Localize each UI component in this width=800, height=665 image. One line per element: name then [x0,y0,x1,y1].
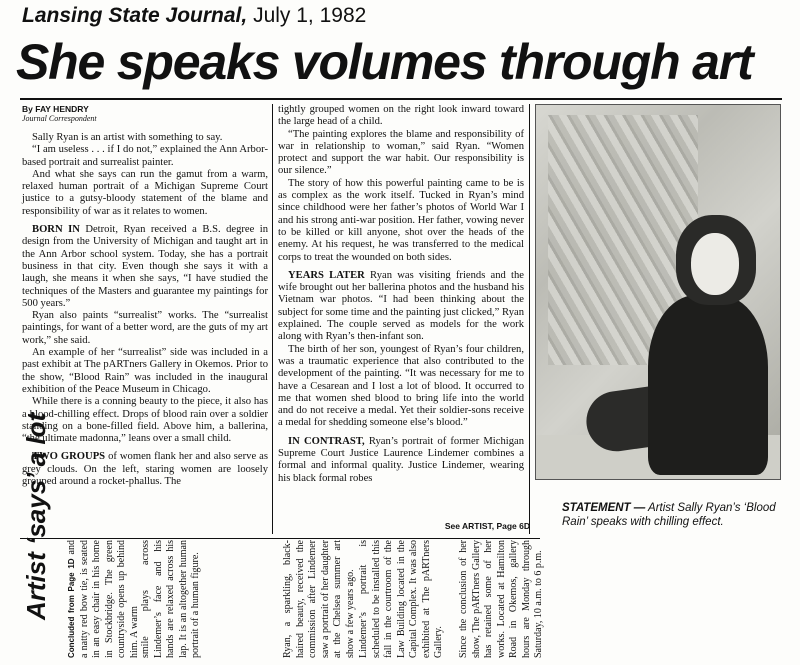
paragraph: “I am useless . . . if I do not,” explained the Ann Arbor-based portrait and surrealist painter. [22,144,268,168]
publication-date: July 1, 1982 [253,4,367,27]
photo-caption: STATEMENT — Artist Sally Ryan’s ‘Blood Rain’ speaks with chilling effect. [562,502,776,528]
paragraph: The story of how this powerful painting came to be is as complex as the work itself. Tucked in Ryan’s mind since childhood were her father’s photos of World War I and his strong anti-war position. Her father, vowing never to be killed or kill anyone, shot over the heads of the enemy. At his request, he was transferred to the medical corps to treat the wounded on both sides. [278,177,524,263]
headline-rule [20,98,782,100]
subhead-lead: TWO GROUPS [32,451,106,463]
paragraph: And what she says can run the gamut from a warm, relaxed human portrait of a Michigan Supreme Court justice to a gutsy-bloody statement of the blame and responsibility of war as it relates to women. [22,168,268,217]
continuation-column: Concluded from Page 1D and a natty red bow tie, is seated in an easy chair in his home in Stockbridge. The green countryside opens up behind him. A warm [66,539,140,658]
jump-from-label: Concluded from Page 1D [67,558,76,658]
paragraph: Ryan also paints “surrealist” works. The “surrealist paintings, for want of a better word, are the guts of my art work,” she said. [22,310,268,346]
continuation-column: Lindemer’s portrait is scheduled to be installed this fall in the courtroom of the Law Building located in the Capital Complex. It was also exhibited at The pARTners Gallery. [358,540,444,658]
paragraph: tightly grouped women on the right look inward toward the large head of a child. [278,104,524,128]
column-divider-2 [529,104,530,534]
paragraph: The birth of her son, youngest of Ryan’s four children, was a traumatic experience that also contributed to the development of the painting. “It was necessary for me to have a Cesarean and I lost a lot of blood. It occurred to me that women shed blood to bring life into the world and do not receive a medal. Yet their soldier-sons receive a medal for shedding someone else’s blood.” [278,343,524,429]
continuation-column: smile plays across Lindemer’s face and his hands are relaxed across his lap. It is an altogether human portrait of a human figure. [140,540,201,658]
artist-photo [535,104,781,480]
paragraph: An example of her “surrealist” side was included in a past exhibit at The pARTners Gallery in Okemos. Prior to the show, “Blood Rain” was included in the inaugural exhibition of the Peace Museum in Chicago. [22,347,268,395]
paragraph: YEARS LATER Ryan was visiting friends and the wife brought out her ballerina photos and the husband his Vietnam war photos. “I had been thinking about the subject for some time and the painting just clicked,” Ryan explained. The couple served as models for the work along with Ryan’s then-infant son. [278,269,524,343]
paragraph: TWO GROUPS of women flank her and also serve as grey clouds. On the left, staring women are loosely grouped around a rocket-phallus. The [22,451,268,488]
jump-line: See ARTIST, Page 6D [444,521,530,531]
article-column-1 [22,104,268,532]
newspaper-name: Lansing State Journal, [22,4,248,27]
paragraph: BORN IN Detroit, Ryan received a B.S. degree in design from the University of Michigan and taught art in the Ann Arbor school system. Today, she has a portrait business in that city. Even though she says it with a laugh, she means it when she says, “I have studied the techniques of the Masters and guarantee my paintings for 500 years.” [22,224,269,309]
continuation-kicker: Artist ‘says’ a lot [21,412,51,620]
figure-face [691,233,739,295]
subhead-lead: IN CONTRAST, [288,435,365,447]
continuation-column: Since the conclusion of her show, The pARTners Gallery has retained some of her works. Located at Hamilton Road in Okemos, gallery hours are Monday through Saturday, 10 a.m. to 6 p.m. [458,540,544,658]
paragraph: Sally Ryan is an artist with something to say. [32,132,223,143]
headline: She speaks volumes through art [16,34,753,90]
caption-tag: STATEMENT — [562,502,646,514]
column-divider-1 [272,104,273,534]
continuation-column: Ryan, a sparkling, black-haired beauty, received the commission after Lindemer saw a portrait of her daughter at the Chelsea summer art show a few years ago. [282,539,356,658]
figure-body [648,295,768,475]
subhead-lead: BORN IN [32,224,80,236]
continuation-block [66,540,586,658]
masthead [22,4,782,28]
paragraph: “The painting explores the blame and responsibility of war in relationship to woman,” said Ryan. “Women protect and support the war habit. Our responsibility is our silence.” [278,128,524,177]
byline-author: By FAY HENDRY [22,104,89,114]
byline-role: Journal Correspondent [22,114,97,123]
paragraph: IN CONTRAST, Ryan’s portrait of former Michigan Supreme Court Justice Laurence Lindemer combines a formal and informal quality. Justice Lindemer, wearing his black formal robes [278,435,524,484]
subhead-lead: YEARS LATER [288,269,365,281]
paragraph: While there is a conning beauty to the piece, it also has a blood-chilling effect. Drops of blood rain over a soldier standing on a bone-filled field. Above him, a ballerina, “the ultimate madonna,” leans over a small child. [22,396,268,445]
article-column-2 [278,104,524,524]
continuation-rule [20,538,540,539]
